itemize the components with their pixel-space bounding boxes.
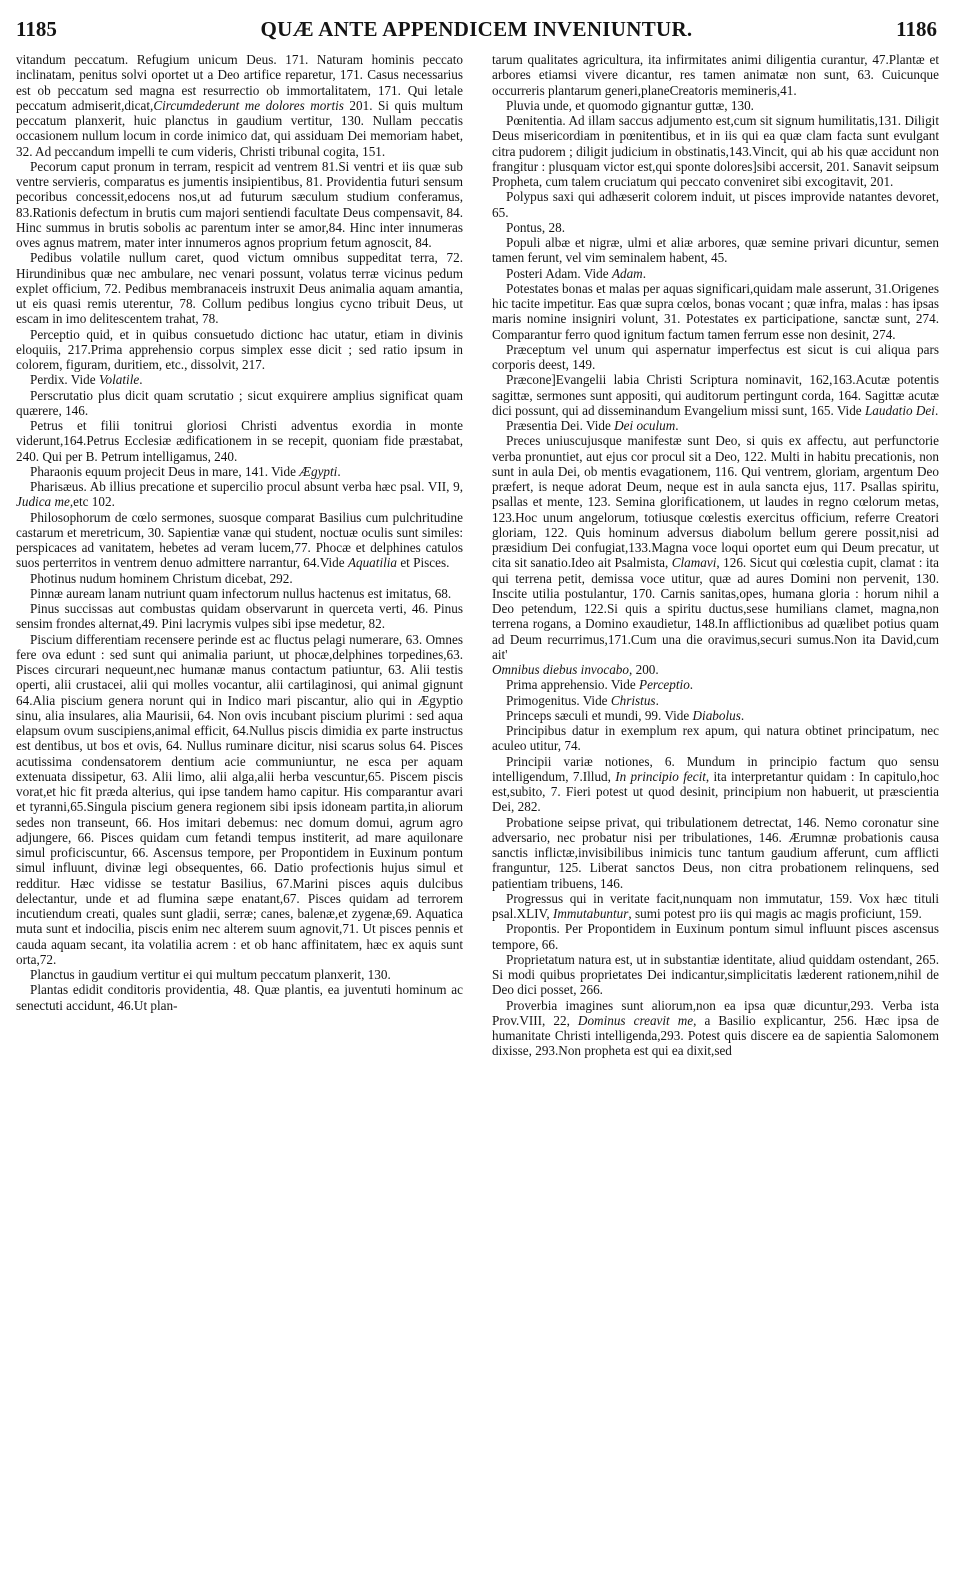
index-entry: Omnibus diebus invocabo, 200. xyxy=(492,662,659,677)
index-entry: Potestates bonas et malas per aquas significari,quidam male asserunt, 31.Origenes hic tacite impetitur. Eas quæ supra cœlos, bonas vocant ; quæ infra, malas : has ipsas maris nomine insigniri volunt, 31. Potestates ex participatione, sanctæ sunt, 274. Comparantur ferro quod ignitum factum tamen ferrum esse non desinit, 274. xyxy=(492,280,939,342)
page-number-left: 1185 xyxy=(16,17,57,41)
index-entry: Perscrutatio plus dicit quam scrutatio ; sicut exquirere amplius significat quam quærere, 146. xyxy=(16,387,463,418)
index-entry: Plantas edidit conditoris providentia, 48. Quæ plantis, ea juventuti hominum ac senectuti accidunt, 46.Ut plan- xyxy=(16,982,463,1013)
index-entry: Primogenitus. Vide Christus. xyxy=(506,692,659,708)
index-entry: Præsentia Dei. Vide Dei oculum. xyxy=(506,418,679,433)
index-entry: Philosophorum de cœlo sermones, suosque comparat Basilius cum pulchritudine castarum et meretricum, 30. Sapientiæ vanæ qui student, noctuæ oculis sunt similes: perspicaces ad vanitatem, hebetes ad veram lucem,77. Phocæ et delphines catulos suos perterritos in ventrem denuo admittere narrantur, 64.Vide Aquatilia et Pisces. xyxy=(16,509,463,571)
index-entry: Proprietatum natura est, ut in substantiæ identitate, aliud quiddam ostendant, 265. Si modi quibus proprietates Dei indicantur,simplicitatis læderent rationem,nihil de Deo dici posset, 266. xyxy=(492,951,939,998)
page-title: QUÆ ANTE APPENDICEM INVENIUNTUR. xyxy=(260,17,693,41)
index-entry: Preces uniuscujusque manifestæ sunt Deo, si quis ex affectu, aut perfunctorie verba pronuntiet, aut ejus cor procul sit a Deo, 122. Multi in habitu precationis, non sunt in aula Dei, ob mentis evagationem, 116. Qui ventrem, gloriam, argentum Deo præfert, is neque adorat Deum, neque est in aula sancta ejus, 117. Psallas spiritu, psallas et mente, 123. Semina glorificationem, ut laudes in regno cœlorum metas, 123.Hoc unum angelorum, totiusque cœlestis exercitus officium, referre Creatori gloriam, 122. Quis hominum adversus diabolum bellum gerere possit,nisi ad præsidium Dei confugiat,133.Magna voce loqui oportet eum qui Deum precatur, ut cita sit sanatio.Ideo ait Psalmista, Clamavi, 126. Sicut qui cœlestia cupit, clamat : ita qui terrena petit, demissa voce utitur, quæ ad aures Domini non pervenit, 130. Inscite utilia postulantur, 170. Carnis sanitas,opes, humana gloria : horum nihil a Deo petendum, 122.Si quis a spiritu ductus,sese humilians clamet, magna,non terrena rogans, a Domino exaudietur, 148.In afflictionibus ad quælibet potius quam ad Deum recurrimus,171.Cum una die oravimus,securi sumus.Non ita David,cum ait' xyxy=(492,433,939,662)
index-entry: Princeps sæculi et mundi, 99. Vide Diabolus. xyxy=(506,707,745,723)
index-entry: Pecorum caput pronum in terram, respicit ad ventrem 81.Si ventri et iis quæ sub ventre servieris, comparatus es jumentis insipientibus, 81. Providentia futuri sensum pecoribus concessit,edocens nos,ut ad futurum sæculum studium conferamus, 83.Rationis defectum in brutis cum majori sentiendi facultate Deus compensavit, 84. Hinc summus in brutis sobolis ac parentum inter se amor,84. Hinc inter innumeras oves agnus matrem, mater inter innumeros agnos proprium fetum agnoscit, 84. xyxy=(16,158,463,250)
index-entry: Prima apprehensio. Vide Perceptio. xyxy=(506,677,694,693)
index-entry: Principibus datur in exemplum rex apum, qui natura obtinet principatum, nec aculeo utitur, 74. xyxy=(492,723,939,754)
page-number-right: 1186 xyxy=(896,17,937,41)
index-entry: Polypus saxi qui adhæserit colorem induit, ut pisces improvide natantes devoret, 65. xyxy=(492,189,939,220)
index-entry: Pluvia unde, et quomodo gignantur guttæ, 130. xyxy=(506,97,754,113)
index-column-left xyxy=(16,52,463,1582)
index-entry: Pinnæ auream lanam nutriunt quam infectorum nullus hactenus est imitatus, 68. xyxy=(30,585,452,601)
index-entry: Perdix. Vide Volatile. xyxy=(30,372,143,388)
index-entry: Proverbia imagines sunt aliorum,non ea ipsa quæ dicuntur,293. Verba ista Prov.VIII, 22, Dominus creavit me, a Basilio explicantur, 256. Hæc ipsa de humanitate Christi intelligenda,293. Potest quis discere ea de sapientia Salomonem dixisse, 293.Non propheta est qui ea dixit,sed xyxy=(492,997,939,1059)
index-entry: Progressus qui in veritate facit,nunquam non immutatur, 159. Vox hæc tituli psal.XLIV, Immutabuntur, sumi potest pro iis qui magis ac magis proficiunt, 159. xyxy=(492,890,939,921)
index-entry: Posteri Adam. Vide Adam. xyxy=(506,265,647,281)
index-entry: Piscium differentiam recensere perinde est ac fluctus pelagi numerare, 63. Omnes fere ova edunt : sed sunt qui animalia pariunt, ut phocæ,delphines torpedines,63. Pisces circurari nequeunt,nec humanæ manus contactum patiuntur, 63. Alii testis operti, alii crustacei, alii qui molles vocantur, alii cartilaginosi, qui animal gignunt 64.Alia piscium genera norunt qui in Indico mari piscantur, alio qui in Ægyptio sinu, alia insulares, alia Maurisii, 64. Non ovis incubant piscium plurimi : sed aqua elapsum ovum suscipiens,animal efficit, 64.Nullus piscis dimidia ex parte instructus est dentibus, ut bos et ovis, 64. Nullus ruminare dicitur, nisi scarus solus 64. Pisces acutissima condensatorem dentium acie communiuntur, ne esca per aquam extenuata dissipetur, 63. Alii limo, alii alga,alii herba vescuntur,65. Piscem piscis vorat,et hic fit præda alterius, qui ipse tandem hamo capitur. His comparantur avari et tyranni,65.Singula piscium genera regionem sibi ipsis idoneam partita,in aliorum sedes non transeunt, 66. Hos imitari debemus: nec domum domui, agrum agro adjungere, 66. Pisces quidam cum fetandi tempus institerit, ad mare aquilonare simul proficiscuntur, 66. Ascensus tempore, per Propontidem in Euxinum pontum simul influunt, divinæ legi obsequentes, 66. Datio profectionis hujus simul et redditur. Hæc vidisse se testatur Basilius, 67.Marini pisces aquis dulcibus delectantur, unde et ad flumina sæpe enatant,67. Pisces quidam ad terrorem incutiendum creati, quales sunt gladii, serræ; canes, balenæ,et zygenæ,69. Aquatica muta sunt et indocilia, piscis enim nec alterem suum agnovit,71. Ut pisces pennis et cauda aquam secant, ita volatilia acrem : et ob hanc affinitatem, hæc ex aquis sunt orta,72. xyxy=(16,631,463,967)
index-entry: vitandum peccatum. Refugium unicum Deus. 171. Naturam hominis peccato inclinatam, penitus solvi oportet ut a Deo artifice reparetur, 171. Casus necessarius est ob peccatum sed magna est resurrectio ob immortalitatem, 171. Qui letale peccatum admiserit,dicat,Circumdederunt me dolores mortis 201. Si quis multum peccatum planxerit, huic planctus in gaudium vertitur, 130. Nullam peccatis occasionem nullum locum in corde inimico dat, qui assiduam Dei memoriam habet, 32. Ad peccandum impelli te cum videris, Christi tribunal cogita, 151. xyxy=(16,52,463,159)
index-entry: Petrus et filii tonitrui gloriosi Christi adventus exordia in monte viderunt,164.Petrus Ecclesiæ ædificationem in se recepit, quoniam fide præstabat, 240. Qui per B. Petrum intelligamus, 240. xyxy=(16,418,463,464)
index-entry: Pharaonis equum projecit Deus in mare, 141. Vide Ægypti. xyxy=(30,463,341,479)
index-entry: Pontus, 28. xyxy=(506,219,565,235)
page-header xyxy=(16,16,937,44)
index-entry: Præceptum vel unum qui aspernatur imperfectus est sicut is cui aliqua pars corporis deest, 149. xyxy=(492,341,939,372)
index-entry: Præcone]Evangelii labia Christi Scriptura nominavit, 162,163.Acutæ potentis sagittæ, sermones sunt appositi, qui auditorum pertingunt corda, 164. Sagittæ acutæ dici possunt, qui ad disseminandum Evangelium missi sunt, 165. Vide Laudatio Dei. xyxy=(492,372,939,418)
index-entry: Propontis. Per Propontidem in Euxinum pontum simul influunt pisces ascensus tempore, 66. xyxy=(492,921,939,952)
index-entry: Pinus succissas aut combustas quidam observarunt in querceta verti, 46. Pinus sensim frondes alternat,49. Pini lacrymis vulpes sibi ipse medetur, 82. xyxy=(16,601,463,632)
index-entry: Pedibus volatile nullum caret, quod victum omnibus suppeditat terra, 72. Hirundinibus quæ nec ambulare, nec venari possunt, volatus terræ vicinus pedum explet officium, 72. Pedibus membranaceis instruxit Deus animalia aquam amantia, ut eis quasi remis uterentur, 78. Collum pedibus longius cycno tribuit Deus, ut escam in imo delitescentem trahat, 78. xyxy=(16,250,463,327)
index-entry: Pharisæus. Ab illius precatione et supercilio procul absunt verba hæc psal. VII, 9, Judica me,etc 102. xyxy=(16,479,463,510)
index-entry: Principii variæ notiones, 6. Mundum in principio factum quo sensu intelligendum, 7.Illud, In principio fecit, ita interpretantur quidam : In capitulo,hoc est,subito, 7. Fieri potest ut quod desinit, principium non habuerit, ut præscientia Dei, 282. xyxy=(492,753,939,815)
index-entry: Planctus in gaudium vertitur ei qui multum peccatum planxerit, 130. xyxy=(30,967,391,982)
index-entry: Photinus nudum hominem Christum dicebat, 292. xyxy=(30,570,293,586)
index-entry: Probatione seipse privat, qui tribulationem detrectat, 146. Nemo coronatur sine adversario, nec probatur nisi per tribulationes, 146. Ærumnæ probationis causa sanctis inflictæ,invisibilibus inimicis tunc tantum gaudium afferunt, cum afflicti franguntur, 125. Liberat sanctos Deus, non citra probationem relinquens, sed patientiam tribuens, 146. xyxy=(492,814,939,891)
index-column-right xyxy=(492,52,939,1582)
index-entry: Pœnitentia. Ad illam saccus adjumento est,cum sit signum humilitatis,131. Diligit Deus misericordiam in pœnitentibus, et in iis qui ea quæ clam facta sunt evulgant citra pudorem ; diligit judicium in obstinatis,143.Vincit, qui ab his quæ accidunt non frangitur : plusquam victor est,qui sponte dolores]sibi accersit, 201. Sanavit seipsum Propheta, cum talem cruciatum qui peccato conveniret sibi excogitavit, 201. xyxy=(492,113,939,189)
index-entry: Populi albæ et nigræ, ulmi et aliæ arbores, quæ semine privari dicuntur, semen tamen ferunt, vel vim seminalem habent, 45. xyxy=(492,235,939,266)
index-entry: Perceptio quid, et in quibus consuetudo dictionc hac utatur, etiam in divinis eloquiis, 217.Prima apprehensio corpus simplex esse dicit ; sed ratio ipsum in colorem, figuram, duritiem, etc., dissolvit, 217. xyxy=(16,326,463,372)
index-entry: tarum qualitates agricultura, ita infirmitates animi diligentia curantur, 47.Plantæ et arbores etiamsi vivere dicantur, res tamen animatæ non sunt, 63. Cuicunque occurreris plantarum generi,planeCreatoris memineris,41. xyxy=(492,52,939,98)
